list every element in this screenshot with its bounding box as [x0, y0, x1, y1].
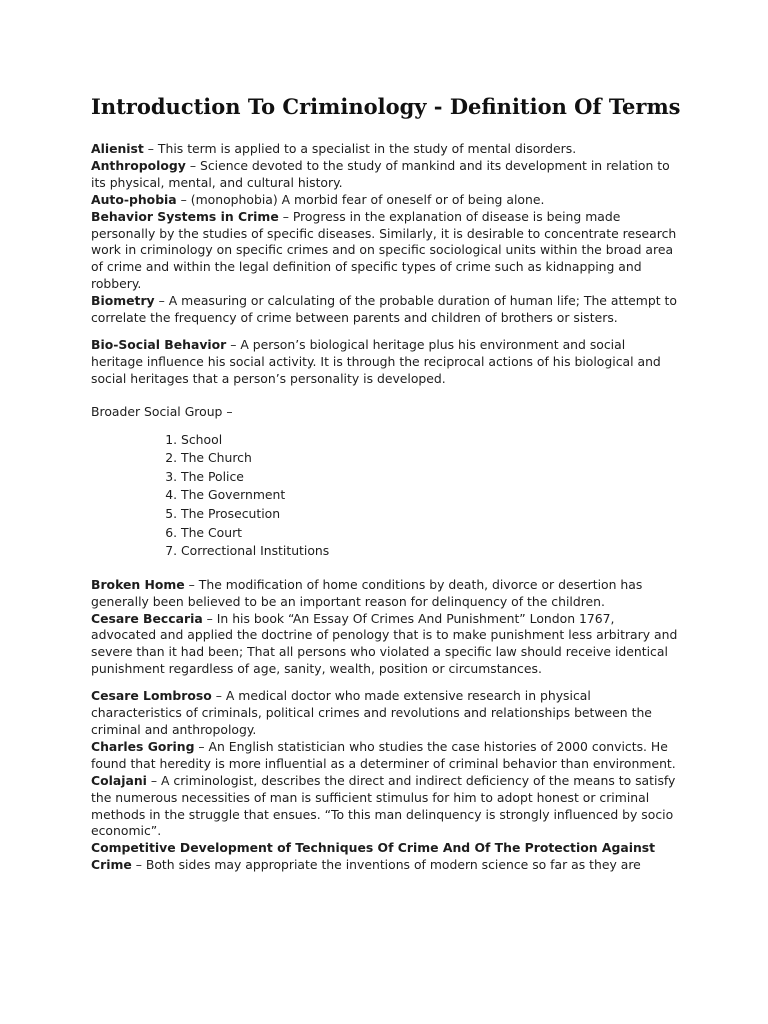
social-group-list	[91, 431, 681, 561]
list-item: 2. The Church	[181, 449, 681, 468]
definition-text: – In his book “An Essay Of Crimes And Punishment” London 1767, advocated and applied the doctrine of penology that is to make punishment less arbitrary and severe than it had been; That all persons who violated a specific law should receive identical punishment regardless of age, sanity, wealth, position or circumstances.	[91, 610, 678, 677]
spacer	[91, 327, 681, 337]
definition-term: Auto-phobia	[91, 191, 177, 207]
broader-social-group-label: Broader Social Group –	[91, 403, 233, 419]
list-item: 7. Correctional Institutions	[181, 542, 681, 561]
spacer	[91, 561, 681, 577]
definition-entry	[91, 192, 681, 209]
definition-term: Broken Home	[91, 576, 185, 592]
definition-text: – A measuring or calculating of the probable duration of human life; The attempt to correlate the frequency of crime between parents and children of brothers or sisters.	[91, 293, 677, 326]
spacer	[91, 388, 681, 404]
definition-entry	[91, 688, 681, 739]
definition-term: Anthropology	[91, 157, 186, 173]
page-title: Introduction To Criminology - Definition Of Terms	[91, 94, 681, 119]
entries-group-b	[91, 577, 681, 678]
list-item: 5. The Prosecution	[181, 505, 681, 524]
definition-text: – This term is applied to a specialist in the study of mental disorders.	[143, 141, 577, 156]
definition-text: – (monophobia) A morbid fear of oneself or of being alone.	[176, 191, 545, 207]
list-item: 6. The Court	[181, 524, 681, 543]
spacer	[91, 421, 681, 431]
list-item: 3. The Police	[181, 468, 681, 487]
definition-text: – A medical doctor who made extensive research in physical characteristics of criminals, political crimes and revolutions and relationships between the criminal and anthropology.	[91, 688, 652, 737]
definition-text: – Science devoted to the study of mankind and its development in relation to its physical, mental, and cultural history.	[91, 157, 670, 190]
definition-term: Cesare Beccaria	[91, 610, 203, 626]
definition-term: Bio-Social Behavior	[91, 336, 227, 352]
definition-term: Cesare Lombroso	[91, 688, 212, 704]
definition-entry	[91, 209, 681, 294]
definition-text: – An English statistician who studies the case histories of 2000 convicts. He found that heredity is more influential as a determiner of criminal behavior than environment.	[91, 738, 676, 771]
definition-text: – The modification of home conditions by death, divorce or desertion has generally been believed to be an important reason for delinquency of the children.	[91, 576, 643, 609]
entries-group-c	[91, 688, 681, 874]
definition-entry	[91, 840, 681, 874]
entries-group-a	[91, 141, 681, 327]
definition-text: – Progress in the explanation of disease is being made personally by the studies of specific diseases. Similarly, it is desirable to concentrate research work in criminology on specific crimes and on specific sociological units within the broad area of crime and within the legal definition of specific types of crime such as kidnapping and robbery.	[91, 208, 677, 292]
definition-term: Charles Goring	[91, 738, 195, 754]
definition-entry	[91, 739, 681, 773]
definition-term: Alienist	[91, 141, 144, 156]
definition-text: – A criminologist, describes the direct and indirect deficiency of the means to satisfy the numerous necessities of man is sufficient stimulus for him to adopt honest or criminal methods in the struggle that ensues. “To this man delinquency is strongly influenced by socio economic”.	[91, 772, 676, 839]
definition-entry-biosocial	[91, 337, 681, 388]
document-page	[91, 93, 681, 874]
list-item: 4. The Government	[181, 486, 681, 505]
definition-term: Biometry	[91, 293, 155, 309]
definition-term: Behavior Systems in Crime	[91, 208, 279, 224]
definition-entry	[91, 293, 681, 327]
definition-term: Colajani	[91, 772, 147, 788]
definition-entry	[91, 611, 681, 679]
spacer	[91, 678, 681, 688]
definition-entry	[91, 773, 681, 841]
definition-text: – Both sides may appropriate the inventions of modern science so far as they are	[131, 857, 641, 873]
definition-term: Competitive Development of Techniques Of Crime And Of The Protection Against Crime	[91, 840, 656, 873]
definition-entry	[91, 158, 681, 192]
definition-entry	[91, 577, 681, 611]
definition-entry	[91, 141, 681, 158]
definition-text: – A person’s biological heritage plus his environment and social heritage influence his social activity. It is through the reciprocal actions of his biological and social heritages that a person’s personality is developed.	[91, 336, 661, 386]
list-item: 1. School	[181, 431, 681, 450]
